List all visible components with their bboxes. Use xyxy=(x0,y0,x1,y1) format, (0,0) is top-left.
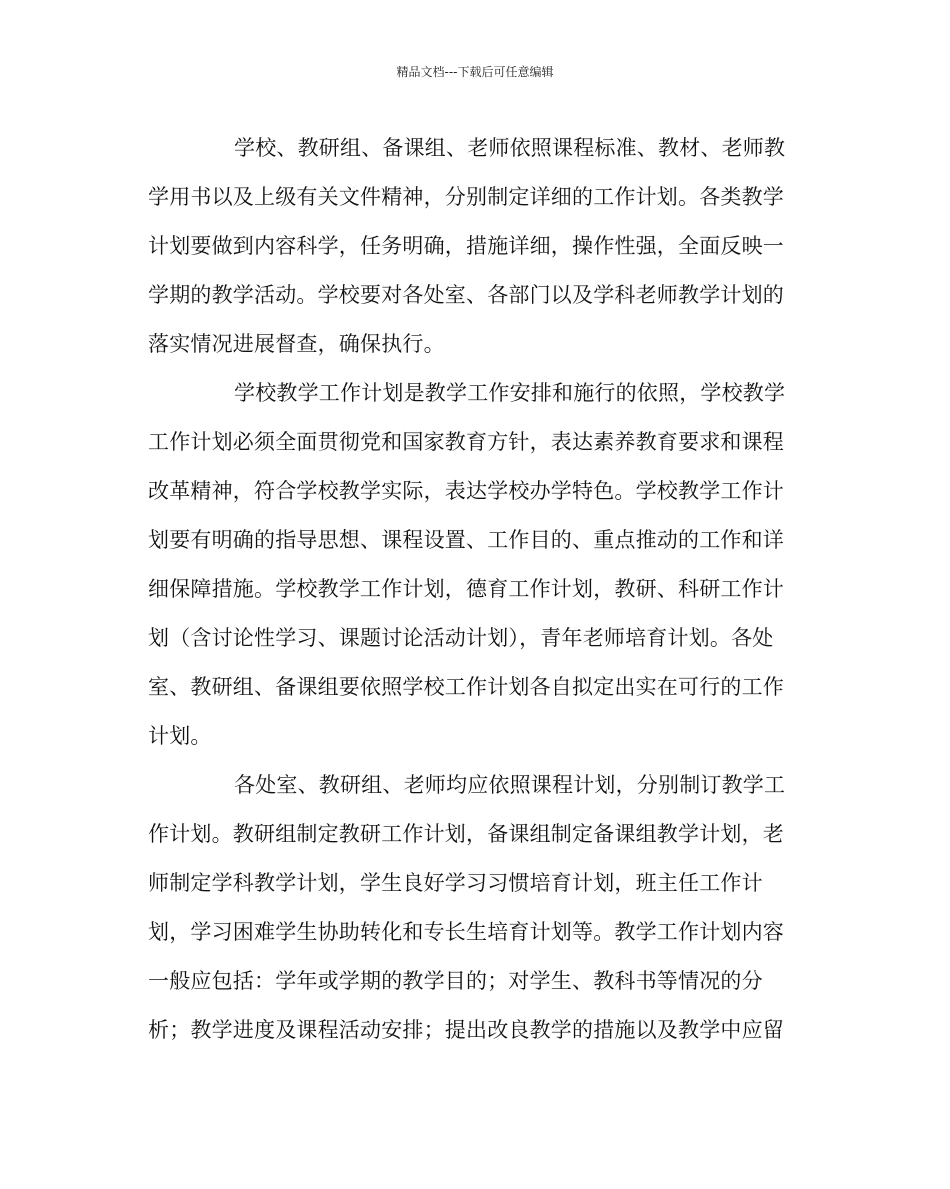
page-header: 精品文档---下载后可任意编辑 xyxy=(396,65,554,79)
paragraph-line: 室、教研组、备课组要依照学校工作计划各自拟定出实在可行的工作 xyxy=(148,675,784,699)
paragraph-line: 细保障措施。学校教学工作计划，德育工作计划，教研、科研工作计 xyxy=(148,577,784,601)
paragraph-line: 划要有明确的指导思想、课程设置、工作目的、重点推动的工作和详 xyxy=(148,528,784,552)
paragraph-line: 学用书以及上级有关文件精神，分别制定详细的工作计划。各类教学 xyxy=(148,185,784,209)
paragraph-line: 师制定学科教学计划，学生良好学习习惯培育计划，班主任工作计 xyxy=(148,871,763,895)
paragraph-line: 学校教学工作计划是教学工作安排和施行的依照，学校教学 xyxy=(234,381,786,405)
paragraph-line: 学期的教学活动。学校要对各处室、各部门以及学科老师教学计划的 xyxy=(148,283,784,307)
paragraph-line: 划（含讨论性学习、课题讨论活动计划），青年老师培育计划。各处 xyxy=(148,626,774,650)
paragraph-line: 各处室、教研组、老师均应依照课程计划，分别制订教学工 xyxy=(234,773,786,797)
paragraph-line: 计划。 xyxy=(148,724,212,748)
paragraph-line: 一般应包括：学年或学期的教学目的；对学生、教科书等情况的分 xyxy=(148,969,763,993)
paragraph-line: 计划要做到内容科学，任务明确，措施详细，操作性强，全面反映一 xyxy=(148,234,784,258)
paragraph-line: 落实情况进展督查，确保执行。 xyxy=(148,332,445,356)
paragraph-line: 作计划。教研组制定教研工作计划，备课组制定备课组教学计划，老 xyxy=(148,822,784,846)
document-body xyxy=(148,124,804,1055)
paragraph-line: 划，学习困难学生协助转化和专长生培育计划等。教学工作计划内容 xyxy=(148,920,784,944)
paragraph-line: 工作计划必须全面贯彻党和国家教育方针，表达素养教育要求和课程 xyxy=(148,430,784,454)
paragraph-line: 改革精神，符合学校教学实际，表达学校办学特色。学校教学工作计 xyxy=(148,479,784,503)
paragraph-line: 学校、教研组、备课组、老师依照课程标准、教材、老师教 xyxy=(234,136,786,160)
paragraph-line: 析；教学进度及课程活动安排；提出改良教学的措施以及教学中应留 xyxy=(148,1018,784,1042)
